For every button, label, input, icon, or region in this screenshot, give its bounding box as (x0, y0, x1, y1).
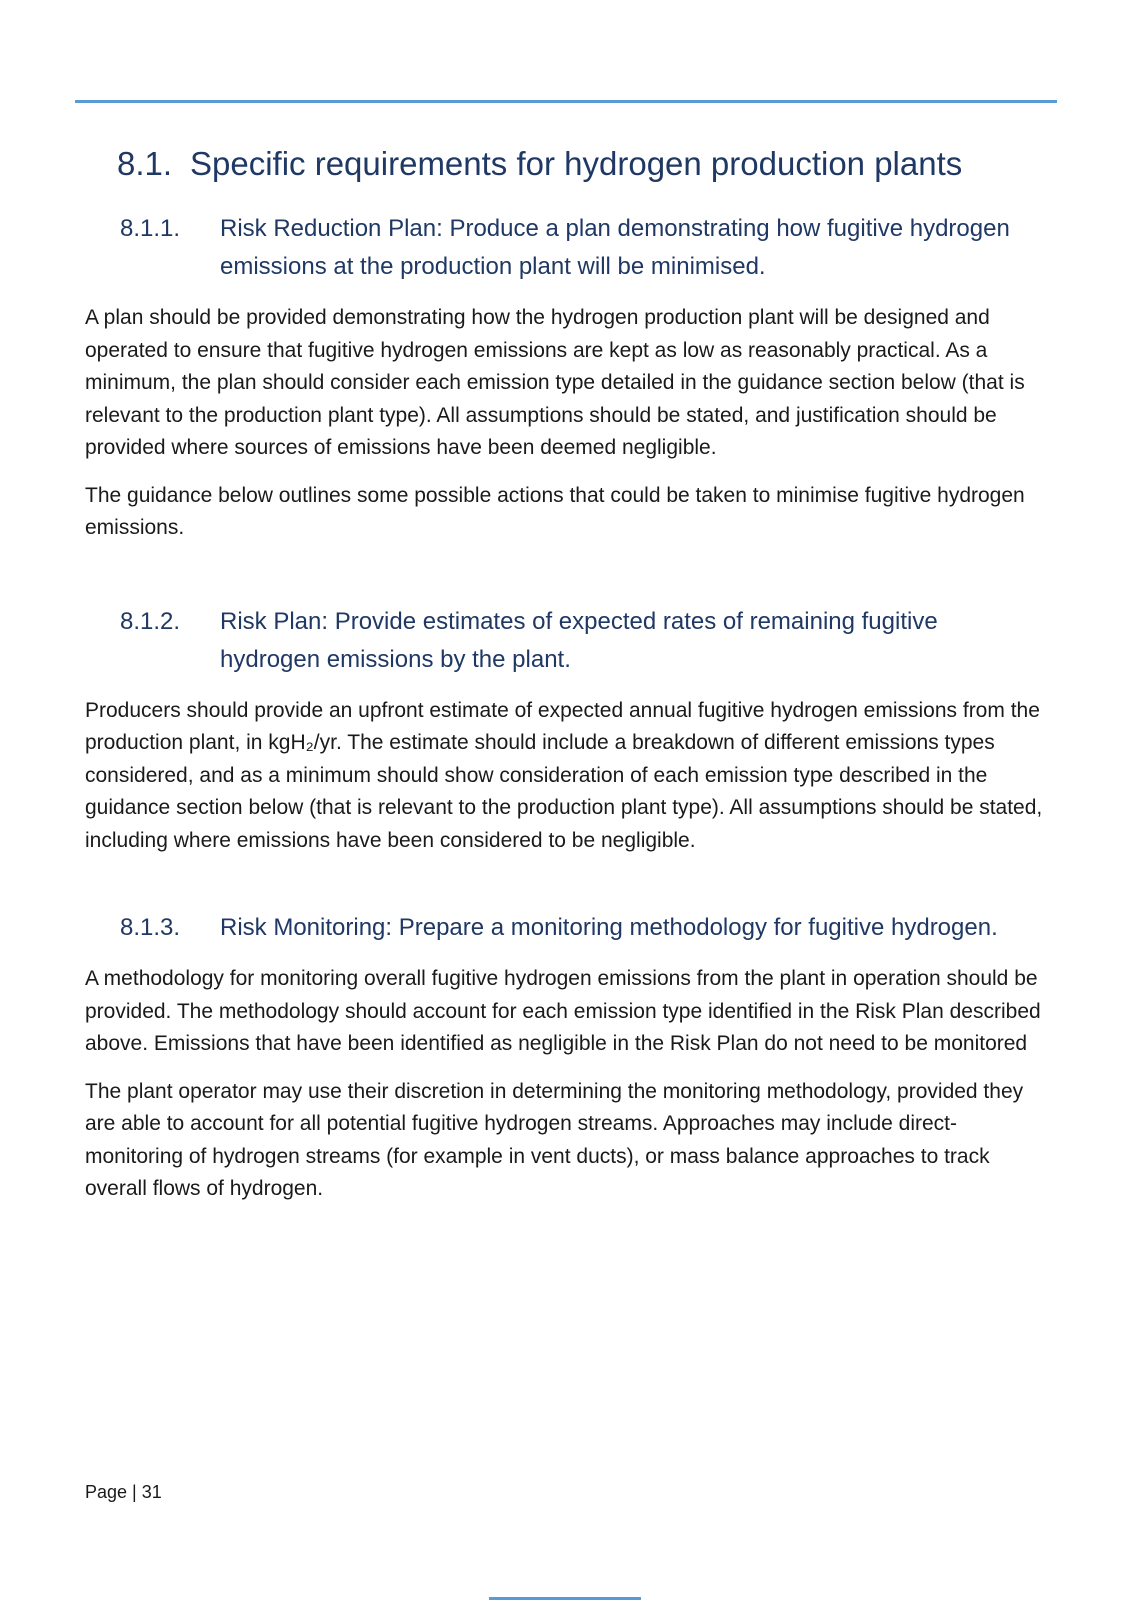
section-number: 8.1.1. (120, 215, 181, 242)
paragraph: A methodology for monitoring overall fugitive hydrogen emissions from the plant in operation should be provided. The methodology should account for each emission type identified in the Risk Plan described above. Emissions that have been identified as negligible in the Risk Plan do not need to be monitored (85, 967, 1041, 1055)
footer-page-number: Page | 31 (85, 1482, 162, 1502)
section-number: 8.1.2. (120, 607, 181, 635)
page-title (117, 144, 1055, 184)
section-heading-text: Risk Plan: Provide estimates of expected rates of remaining fugitive hydrogen emissions by the plant. (220, 607, 938, 673)
page-content (0, 103, 1131, 1206)
section-heading-8-1-2 (120, 603, 1055, 679)
section-number: 8.1.3. (120, 914, 181, 941)
page-title-number: 8.1. (117, 145, 173, 182)
paragraph: Producers should provide an upfront estimate of expected annual fugitive hydrogen emissions from the production plant, in kgH₂/yr. The estimate should include a breakdown of different emissions types considered, and as a minimum should show consideration of each emission type described in the guidance section below (that is relevant to the production plant type). All assumptions should be stated, including where emissions have been considered to be negligible. (85, 698, 1043, 852)
section-heading-8-1-3 (120, 909, 1055, 947)
page-title-text: Specific requirements for hydrogen production plants (190, 145, 963, 182)
section-heading-text: Risk Reduction Plan: Produce a plan demonstrating how fugitive hydrogen emissions at the production plant will be minimised. (220, 215, 1010, 280)
section-heading-text: Risk Monitoring: Prepare a monitoring methodology for fugitive hydrogen. (220, 914, 998, 941)
paragraph: The plant operator may use their discretion in determining the monitoring methodology, provided they are able to account for all potential fugitive hydrogen streams. Approaches may include direct-monitoring of hydrogen streams (for example in vent ducts), or mass balance approaches to track overall flows of hydrogen. (85, 1079, 1024, 1200)
section-heading-8-1-1 (120, 210, 1055, 286)
paragraph: The guidance below outlines some possible actions that could be taken to minimise fugitive hydrogen emissions. (85, 483, 1025, 539)
paragraph: A plan should be provided demonstrating how the hydrogen production plant will be designed and operated to ensure that fugitive hydrogen emissions are kept as low as reasonably practical. As a minimum, the plan should consider each emission type detailed in the guidance section below (that is relevant to the production plant type). All assumptions should be stated, and justification should be provided where sources of emissions have been deemed negligible. (85, 306, 1025, 459)
